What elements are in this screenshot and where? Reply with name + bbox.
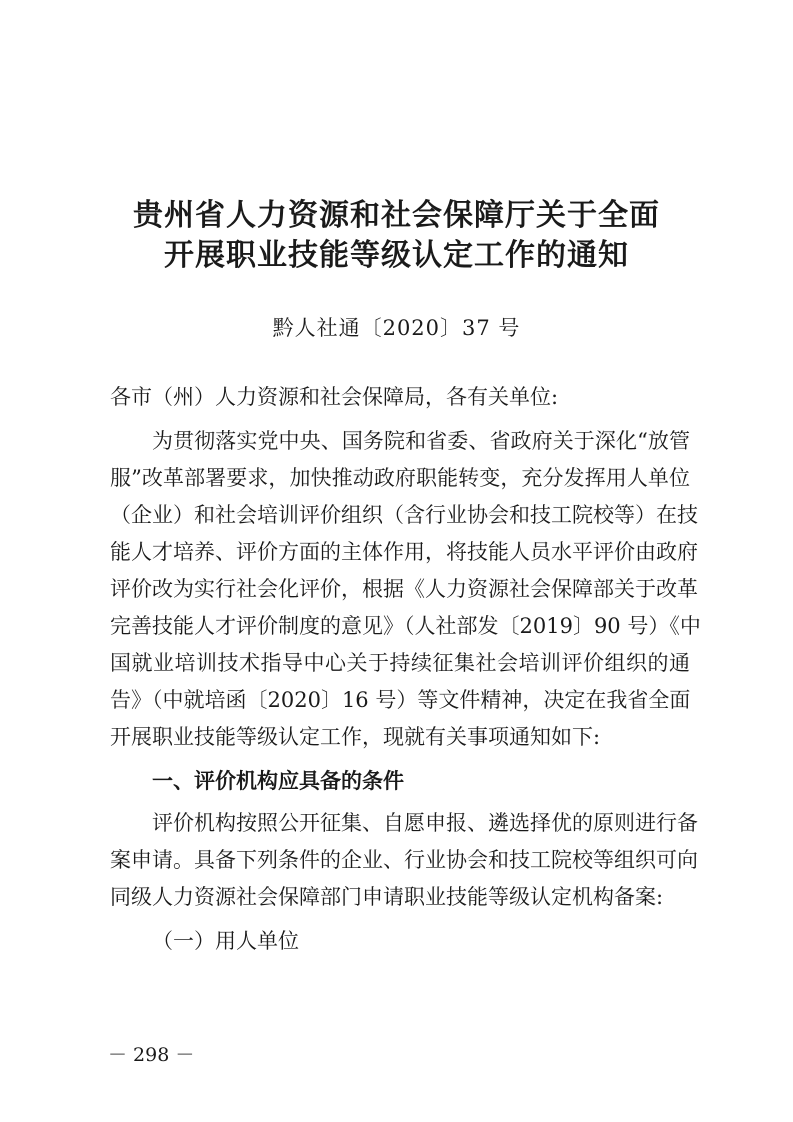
paragraph-1-line: 为贯彻落实党中央、国务院和省委、省政府关于深化“放管: [152, 429, 690, 453]
paragraph-1-line: 完善技能人才评价制度的意见》（人社部发〔2019〕90 号）《中: [110, 614, 701, 638]
paragraph-2-line: 同级人力资源社会保障部门申请职业技能等级认定机构备案:: [110, 885, 664, 909]
paragraph-1-line: （企业）和社会培训评价组织（含行业协会和技工院校等）在技: [110, 503, 698, 527]
paragraph-1-line: 国就业培训技术指导中心关于持续征集社会培训评价组织的通: [110, 651, 690, 675]
paragraph-1-line: 告》（中就培函〔2020〕16 号）等文件精神，决定在我省全面: [110, 688, 691, 712]
page-number: － 298 －: [108, 1044, 195, 1066]
paragraph-1-line: 开展职业技能等级认定工作，现就有关事项通知如下:: [110, 725, 601, 749]
paragraph-1-line: 能人才培养、评价方面的主体作用，将技能人员水平评价由政府: [110, 540, 698, 564]
paragraph-2-line: 案申请。具备下列条件的企业、行业协会和技工院校等组织可向: [110, 848, 698, 872]
paragraph-1-line: 服”改革部署要求，加快推动政府职能转变，充分发挥用人单位: [110, 466, 690, 490]
document-title-line-1: 贵州省人力资源和社会保障厅关于全面: [133, 198, 660, 233]
salutation: 各市（州）人力资源和社会保障局，各有关单位:: [110, 385, 559, 409]
section-1-heading: 一、评价机构应具备的条件: [152, 769, 404, 793]
document-title-line-2: 开展职业技能等级认定工作的通知: [164, 238, 629, 273]
subsection-1-heading: （一）用人单位: [152, 929, 299, 953]
paragraph-2-line: 评价机构按照公开征集、自愿申报、遴选择优的原则进行备: [152, 811, 698, 835]
paragraph-1-line: 评价改为实行社会化评价，根据《人力资源社会保障部关于改革: [110, 577, 698, 601]
document-number: 黔人社通〔2020〕37 号: [272, 316, 521, 340]
